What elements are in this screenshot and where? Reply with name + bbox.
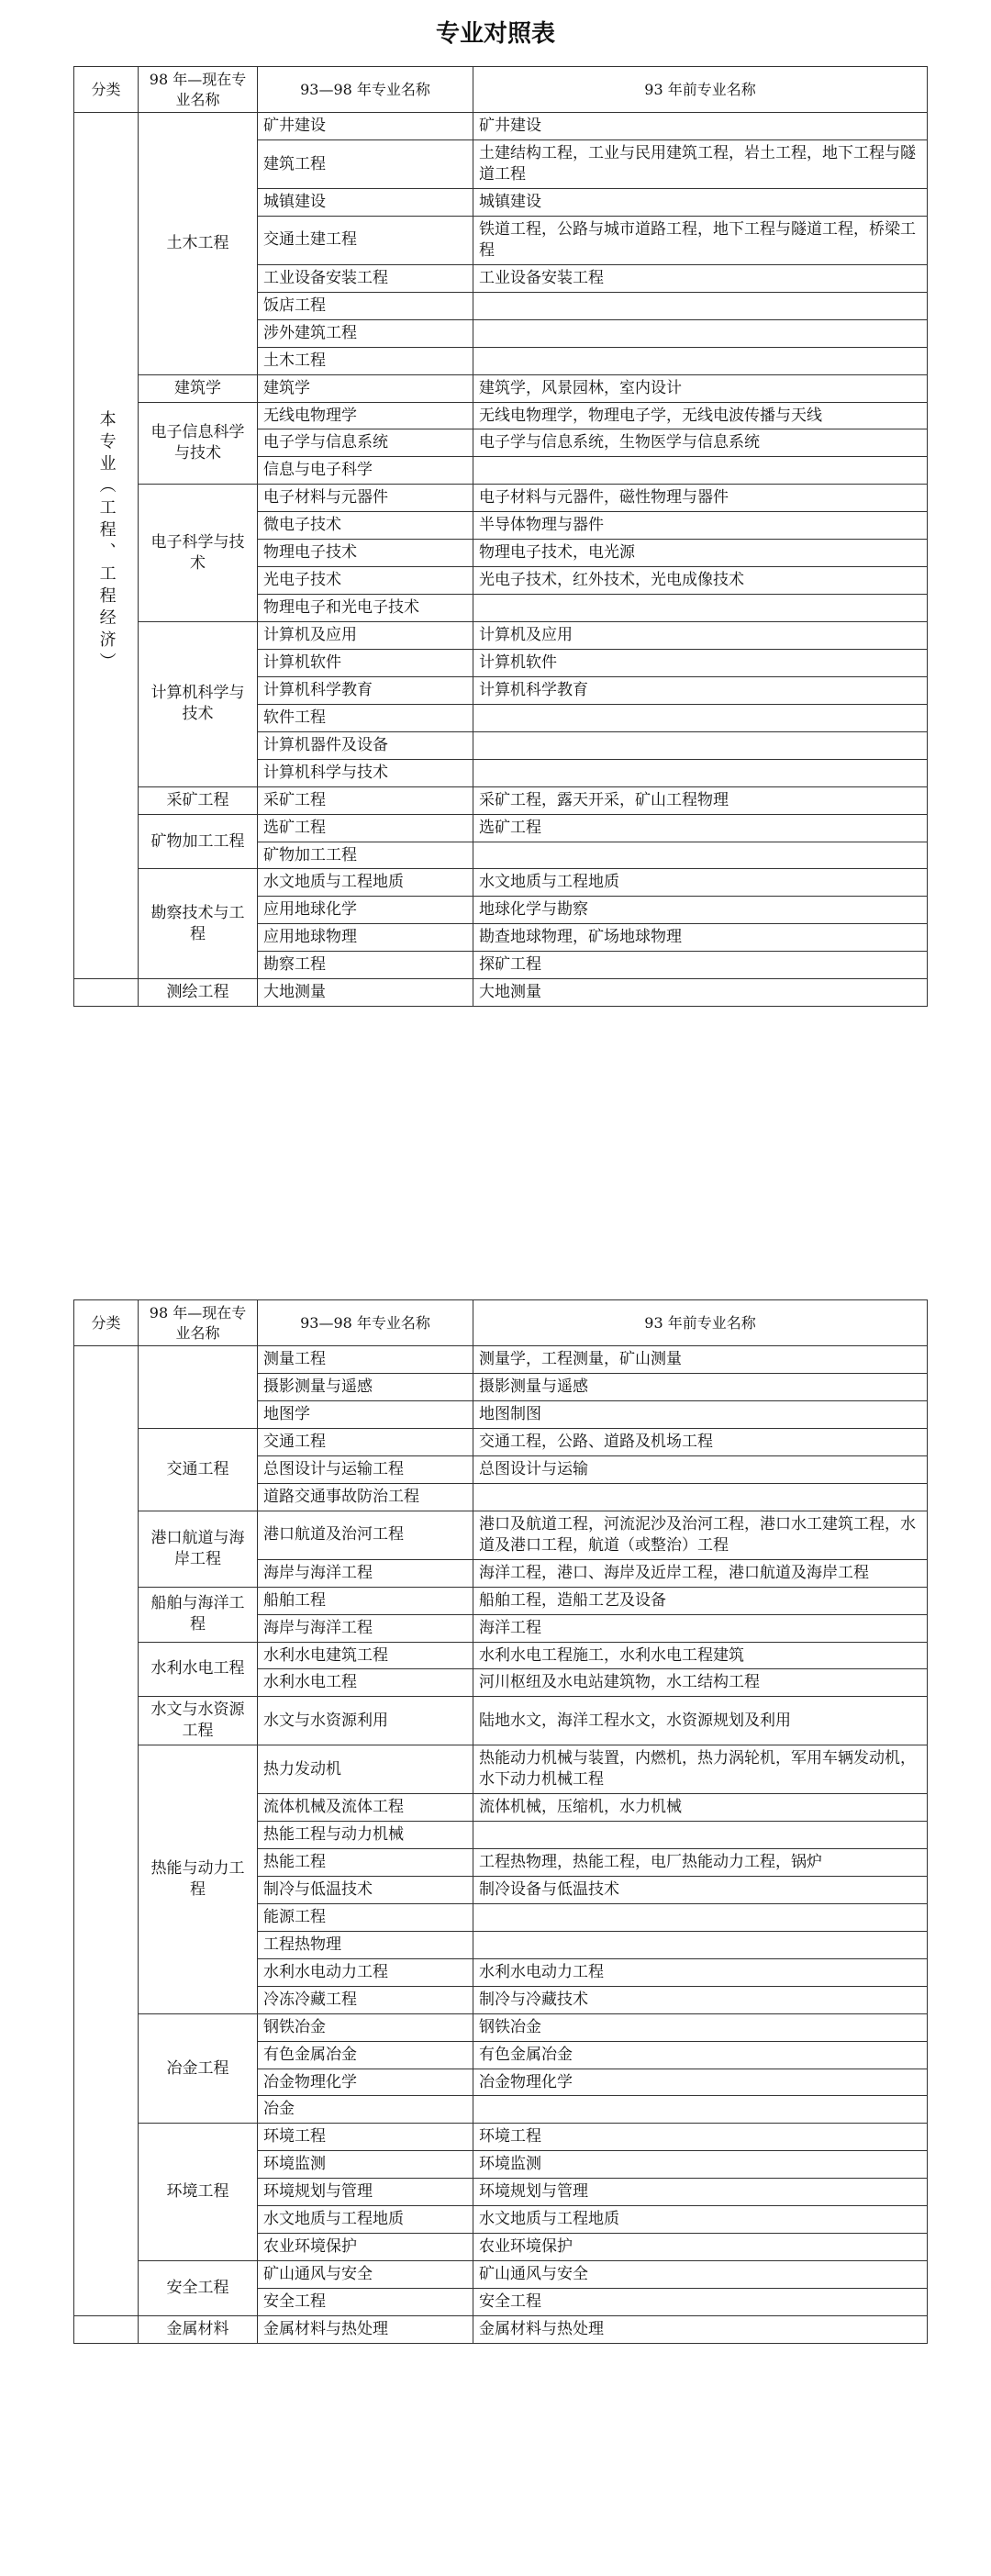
old-major-cell: 城镇建设 xyxy=(473,189,928,217)
current-major-cell: 摄影测量与遥感 xyxy=(258,1374,473,1401)
page-title: 专业对照表 xyxy=(435,20,555,48)
header-row xyxy=(74,67,928,113)
current-major-cell: 城镇建设 xyxy=(258,189,473,217)
old-major-cell: 水文地质与工程地质 xyxy=(473,869,928,897)
current-major-cell: 应用地球化学 xyxy=(258,897,473,924)
current-major-cell: 计算机科学与技术 xyxy=(258,759,473,786)
current-major-cell: 热能工程与动力机械 xyxy=(258,1822,473,1849)
group-cell: 采矿工程 xyxy=(139,786,258,814)
old-major-cell: 工程热物理，热能工程，电厂热能动力工程，锅炉 xyxy=(473,1849,928,1877)
old-major-cell xyxy=(473,759,928,786)
current-major-cell: 冶金物理化学 xyxy=(258,2069,473,2096)
header-category: 分类 xyxy=(74,67,139,113)
group-cell: 冶金工程 xyxy=(139,2013,258,2124)
old-major-cell: 陆地水文，海洋工程水文，水资源规划及利用 xyxy=(473,1697,928,1745)
old-major-cell: 无线电物理学，物理电子学，无线电波传播与天线 xyxy=(473,402,928,429)
old-major-cell: 交通工程，公路、道路及机场工程 xyxy=(473,1429,928,1456)
old-major-cell: 环境规划与管理 xyxy=(473,2179,928,2206)
old-major-cell: 冶金物理化学 xyxy=(473,2069,928,2096)
current-major-cell: 流体机械及流体工程 xyxy=(258,1794,473,1822)
current-major-cell: 农业环境保护 xyxy=(258,2234,473,2261)
table-row xyxy=(74,2124,928,2151)
current-major-cell: 水文地质与工程地质 xyxy=(258,2206,473,2234)
old-major-cell: 半导体物理与器件 xyxy=(473,512,928,540)
old-major-cell: 水利水电动力工程 xyxy=(473,1958,928,1986)
current-major-cell: 地图学 xyxy=(258,1401,473,1429)
old-major-cell: 水利水电工程施工，水利水电工程建筑 xyxy=(473,1642,928,1669)
old-major-cell xyxy=(473,842,928,869)
old-major-cell xyxy=(473,731,928,759)
current-major-cell: 无线电物理学 xyxy=(258,402,473,429)
table-row xyxy=(74,786,928,814)
current-major-cell: 海岸与海洋工程 xyxy=(258,1614,473,1642)
category-label: 本专业（工程、工程经济） xyxy=(96,410,117,675)
old-major-cell: 选矿工程 xyxy=(473,814,928,842)
header-old: 93 年前专业名称 xyxy=(473,67,928,113)
header-group: 98 年—现在专业名称 xyxy=(139,67,258,113)
old-major-cell: 土建结构工程，工业与民用建筑工程，岩土工程，地下工程与隧道工程 xyxy=(473,140,928,189)
category-cell xyxy=(74,2315,139,2343)
old-major-cell: 制冷与冷藏技术 xyxy=(473,1986,928,2013)
old-major-cell: 环境监测 xyxy=(473,2151,928,2179)
current-major-cell: 测量工程 xyxy=(258,1346,473,1374)
old-major-cell: 计算机科学教育 xyxy=(473,676,928,704)
old-major-cell: 铁道工程，公路与城市道路工程，地下工程与隧道工程，桥梁工程 xyxy=(473,216,928,264)
old-major-cell: 海洋工程，港口、海岸及近岸工程，港口航道及海岸工程 xyxy=(473,1559,928,1587)
group-cell: 交通工程 xyxy=(139,1429,258,1511)
old-major-cell: 矿井建设 xyxy=(473,113,928,140)
group-cell: 测绘工程 xyxy=(139,979,258,1007)
current-major-cell: 采矿工程 xyxy=(258,786,473,814)
current-major-cell: 环境工程 xyxy=(258,2124,473,2151)
current-major-cell: 大地测量 xyxy=(258,979,473,1007)
current-major-cell: 船舶工程 xyxy=(258,1587,473,1614)
old-major-cell xyxy=(473,319,928,347)
old-major-cell: 测量学，工程测量，矿山测量 xyxy=(473,1346,928,1374)
current-major-cell: 电子材料与元器件 xyxy=(258,485,473,512)
current-major-cell: 工业设备安装工程 xyxy=(258,264,473,292)
table-row xyxy=(74,2013,928,2041)
old-major-cell: 船舶工程，造船工艺及设备 xyxy=(473,1587,928,1614)
header-current: 93—98 年专业名称 xyxy=(258,67,473,113)
old-major-cell: 采矿工程，露天开采，矿山工程物理 xyxy=(473,786,928,814)
comparison-table-1 xyxy=(73,66,928,1007)
old-major-cell: 地图制图 xyxy=(473,1401,928,1429)
current-major-cell: 水利水电建筑工程 xyxy=(258,1642,473,1669)
current-major-cell: 水利水电动力工程 xyxy=(258,1958,473,1986)
group-cell: 水文与水资源工程 xyxy=(139,1697,258,1745)
old-major-cell: 钢铁冶金 xyxy=(473,2013,928,2041)
old-major-cell: 探矿工程 xyxy=(473,952,928,979)
old-major-cell: 矿山通风与安全 xyxy=(473,2261,928,2289)
current-major-cell: 冶金 xyxy=(258,2096,473,2124)
header-current: 93—98 年专业名称 xyxy=(258,1300,473,1346)
old-major-cell: 安全工程 xyxy=(473,2289,928,2316)
old-major-cell: 港口及航道工程，河流泥沙及治河工程，港口水工建筑工程，水道及港口工程，航道（或整治）工程 xyxy=(473,1511,928,1559)
current-major-cell: 计算机软件 xyxy=(258,649,473,676)
current-major-cell: 海岸与海洋工程 xyxy=(258,1559,473,1587)
current-major-cell: 软件工程 xyxy=(258,704,473,731)
table-row xyxy=(74,814,928,842)
current-major-cell: 电子学与信息系统 xyxy=(258,429,473,457)
table-row xyxy=(74,1429,928,1456)
current-major-cell: 信息与电子科学 xyxy=(258,457,473,485)
old-major-cell: 工业设备安装工程 xyxy=(473,264,928,292)
old-major-cell xyxy=(473,457,928,485)
header-group: 98 年—现在专业名称 xyxy=(139,1300,258,1346)
current-major-cell: 建筑学 xyxy=(258,374,473,402)
current-major-cell: 冷冻冷藏工程 xyxy=(258,1986,473,2013)
current-major-cell: 计算机及应用 xyxy=(258,622,473,650)
current-major-cell: 热能工程 xyxy=(258,1849,473,1877)
table-row xyxy=(74,979,928,1007)
current-major-cell: 涉外建筑工程 xyxy=(258,319,473,347)
old-major-cell: 河川枢纽及水电站建筑物，水工结构工程 xyxy=(473,1669,928,1697)
group-cell: 建筑学 xyxy=(139,374,258,402)
current-major-cell: 总图设计与运输工程 xyxy=(258,1455,473,1483)
old-major-cell: 海洋工程 xyxy=(473,1614,928,1642)
current-major-cell: 工程热物理 xyxy=(258,1931,473,1958)
current-major-cell: 计算机器件及设备 xyxy=(258,731,473,759)
group-cell: 热能与动力工程 xyxy=(139,1745,258,2013)
current-major-cell: 金属材料与热处理 xyxy=(258,2315,473,2343)
current-major-cell: 勘察工程 xyxy=(258,952,473,979)
header-category: 分类 xyxy=(74,1300,139,1346)
group-cell: 计算机科学与技术 xyxy=(139,622,258,787)
old-major-cell: 地球化学与勘察 xyxy=(473,897,928,924)
current-major-cell: 微电子技术 xyxy=(258,512,473,540)
current-major-cell: 矿物加工工程 xyxy=(258,842,473,869)
table-row xyxy=(74,622,928,650)
group-cell xyxy=(139,1346,258,1429)
group-cell: 电子信息科学与技术 xyxy=(139,402,258,485)
table-row xyxy=(74,1346,928,1374)
group-cell: 环境工程 xyxy=(139,2124,258,2261)
category-cell xyxy=(74,113,139,979)
comparison-table-2 xyxy=(73,1299,928,2344)
old-major-cell: 热能动力机械与装置，内燃机，热力涡轮机，军用车辆发动机，水下动力机械工程 xyxy=(473,1745,928,1794)
current-major-cell: 热力发动机 xyxy=(258,1745,473,1794)
old-major-cell xyxy=(473,2096,928,2124)
current-major-cell: 水利水电工程 xyxy=(258,1669,473,1697)
current-major-cell: 矿井建设 xyxy=(258,113,473,140)
old-major-cell: 计算机软件 xyxy=(473,649,928,676)
current-major-cell: 应用地球物理 xyxy=(258,924,473,952)
current-major-cell: 饭店工程 xyxy=(258,292,473,319)
old-major-cell: 摄影测量与遥感 xyxy=(473,1374,928,1401)
old-major-cell: 流体机械，压缩机，水力机械 xyxy=(473,1794,928,1822)
current-major-cell: 交通工程 xyxy=(258,1429,473,1456)
old-major-cell xyxy=(473,1931,928,1958)
table-row xyxy=(74,2261,928,2289)
current-major-cell: 交通土建工程 xyxy=(258,216,473,264)
old-major-cell xyxy=(473,292,928,319)
table-row xyxy=(74,1511,928,1559)
old-major-cell: 建筑学，风景园林，室内设计 xyxy=(473,374,928,402)
old-major-cell: 农业环境保护 xyxy=(473,2234,928,2261)
table-row xyxy=(74,402,928,429)
old-major-cell: 金属材料与热处理 xyxy=(473,2315,928,2343)
old-major-cell: 有色金属冶金 xyxy=(473,2041,928,2069)
current-major-cell: 水文地质与工程地质 xyxy=(258,869,473,897)
table-row xyxy=(74,2315,928,2343)
old-major-cell xyxy=(473,595,928,622)
group-cell: 安全工程 xyxy=(139,2261,258,2316)
table-row xyxy=(74,1745,928,1794)
header-row xyxy=(74,1300,928,1346)
table-row xyxy=(74,1642,928,1669)
old-major-cell xyxy=(473,347,928,374)
group-cell: 船舶与海洋工程 xyxy=(139,1587,258,1642)
old-major-cell: 物理电子技术，电光源 xyxy=(473,540,928,567)
group-cell: 勘察技术与工程 xyxy=(139,869,258,979)
old-major-cell: 制冷设备与低温技术 xyxy=(473,1876,928,1903)
current-major-cell: 矿山通风与安全 xyxy=(258,2261,473,2289)
category-cell xyxy=(74,1346,139,2316)
current-major-cell: 安全工程 xyxy=(258,2289,473,2316)
old-major-cell: 电子学与信息系统，生物医学与信息系统 xyxy=(473,429,928,457)
current-major-cell: 选矿工程 xyxy=(258,814,473,842)
group-cell: 金属材料 xyxy=(139,2315,258,2343)
current-major-cell: 港口航道及治河工程 xyxy=(258,1511,473,1559)
current-major-cell: 建筑工程 xyxy=(258,140,473,189)
current-major-cell: 水文与水资源利用 xyxy=(258,1697,473,1745)
category-cell xyxy=(74,979,139,1007)
current-major-cell: 环境监测 xyxy=(258,2151,473,2179)
old-major-cell xyxy=(473,1483,928,1511)
group-cell: 水利水电工程 xyxy=(139,1642,258,1697)
group-cell: 电子科学与技术 xyxy=(139,485,258,622)
header-old: 93 年前专业名称 xyxy=(473,1300,928,1346)
current-major-cell: 计算机科学教育 xyxy=(258,676,473,704)
current-major-cell: 物理电子和光电子技术 xyxy=(258,595,473,622)
group-cell: 土木工程 xyxy=(139,113,258,374)
old-major-cell: 勘查地球物理，矿场地球物理 xyxy=(473,924,928,952)
old-major-cell: 光电子技术，红外技术，光电成像技术 xyxy=(473,567,928,595)
current-major-cell: 制冷与低温技术 xyxy=(258,1876,473,1903)
table-row xyxy=(74,1587,928,1614)
current-major-cell: 能源工程 xyxy=(258,1903,473,1931)
table-row xyxy=(74,869,928,897)
group-cell: 矿物加工工程 xyxy=(139,814,258,869)
current-major-cell: 环境规划与管理 xyxy=(258,2179,473,2206)
old-major-cell: 环境工程 xyxy=(473,2124,928,2151)
old-major-cell xyxy=(473,704,928,731)
old-major-cell: 水文地质与工程地质 xyxy=(473,2206,928,2234)
current-major-cell: 道路交通事故防治工程 xyxy=(258,1483,473,1511)
current-major-cell: 有色金属冶金 xyxy=(258,2041,473,2069)
old-major-cell xyxy=(473,1903,928,1931)
old-major-cell: 总图设计与运输 xyxy=(473,1455,928,1483)
current-major-cell: 土木工程 xyxy=(258,347,473,374)
current-major-cell: 物理电子技术 xyxy=(258,540,473,567)
old-major-cell: 大地测量 xyxy=(473,979,928,1007)
table-row xyxy=(74,113,928,140)
group-cell: 港口航道与海岸工程 xyxy=(139,1511,258,1587)
current-major-cell: 钢铁冶金 xyxy=(258,2013,473,2041)
old-major-cell xyxy=(473,1822,928,1849)
table-row xyxy=(74,485,928,512)
old-major-cell: 电子材料与元器件，磁性物理与器件 xyxy=(473,485,928,512)
table-row xyxy=(74,374,928,402)
old-major-cell: 计算机及应用 xyxy=(473,622,928,650)
table-row xyxy=(74,1697,928,1745)
current-major-cell: 光电子技术 xyxy=(258,567,473,595)
